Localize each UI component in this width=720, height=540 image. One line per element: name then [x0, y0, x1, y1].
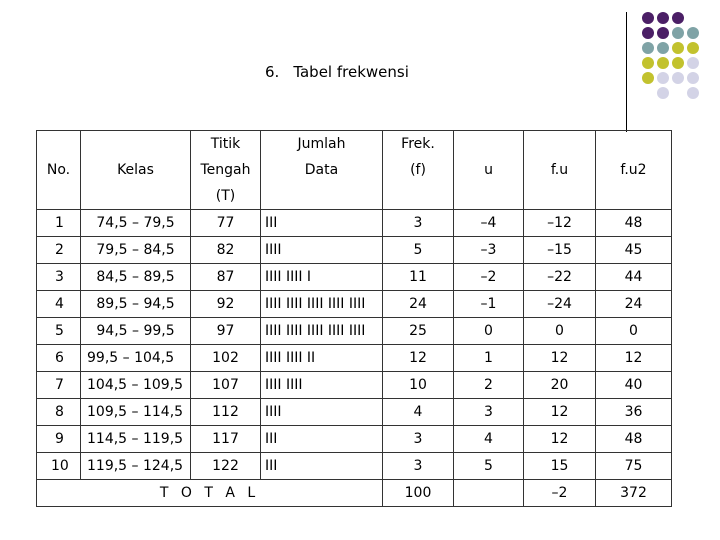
decorative-dot: [687, 42, 699, 54]
row-u: 0: [454, 318, 524, 345]
header-u: u: [454, 131, 524, 210]
row-jumlah-data: IIII IIII IIII IIII IIII: [261, 291, 383, 318]
total-label: T O T A L: [37, 480, 383, 507]
total-row: [37, 480, 672, 507]
table-row: [37, 318, 672, 345]
row-jumlah-data: IIII IIII II: [261, 345, 383, 372]
row-no: 3: [37, 264, 81, 291]
row-frekuensi: 12: [383, 345, 454, 372]
row-kelas: 114,5 – 119,5: [81, 426, 191, 453]
table-row: [37, 426, 672, 453]
decorative-dot: [657, 72, 669, 84]
row-fu: –24: [524, 291, 596, 318]
row-u: 3: [454, 399, 524, 426]
row-fu: –15: [524, 237, 596, 264]
row-jumlah-data: III: [261, 453, 383, 480]
row-titik-tengah: 77: [191, 210, 261, 237]
row-fu2: 40: [596, 372, 672, 399]
row-titik-tengah: 82: [191, 237, 261, 264]
decorative-dot: [687, 27, 699, 39]
row-no: 8: [37, 399, 81, 426]
title-number: 6.: [265, 63, 280, 81]
row-fu: 12: [524, 426, 596, 453]
row-u: 4: [454, 426, 524, 453]
row-frekuensi: 3: [383, 453, 454, 480]
total-u: [454, 480, 524, 507]
row-no: 4: [37, 291, 81, 318]
row-kelas: 119,5 – 124,5: [81, 453, 191, 480]
decorative-dot: [657, 57, 669, 69]
table-row: [37, 264, 672, 291]
row-jumlah-data: IIII: [261, 237, 383, 264]
decorative-dot: [642, 57, 654, 69]
row-titik-tengah: 102: [191, 345, 261, 372]
row-kelas: 94,5 – 99,5: [81, 318, 191, 345]
decorative-dot: [642, 42, 654, 54]
row-no: 2: [37, 237, 81, 264]
header-jumlah-data: Jumlah Data: [261, 131, 383, 210]
row-titik-tengah: 92: [191, 291, 261, 318]
row-fu2: 24: [596, 291, 672, 318]
row-frekuensi: 5: [383, 237, 454, 264]
row-fu: –22: [524, 264, 596, 291]
table-row: [37, 237, 672, 264]
table-row: [37, 372, 672, 399]
total-fu2: 372: [596, 480, 672, 507]
row-jumlah-data: IIII IIII IIII IIII IIII: [261, 318, 383, 345]
row-frekuensi: 3: [383, 426, 454, 453]
row-titik-tengah: 112: [191, 399, 261, 426]
row-fu2: 45: [596, 237, 672, 264]
row-no: 1: [37, 210, 81, 237]
row-kelas: 104,5 – 109,5: [81, 372, 191, 399]
row-fu2: 36: [596, 399, 672, 426]
table-row: [37, 291, 672, 318]
row-jumlah-data: IIII IIII: [261, 372, 383, 399]
row-no: 9: [37, 426, 81, 453]
page-title: [265, 63, 409, 81]
header-row: [37, 131, 672, 210]
decorative-dot: [672, 27, 684, 39]
row-frekuensi: 4: [383, 399, 454, 426]
row-fu2: 48: [596, 426, 672, 453]
header-frekuensi: Frek. (f): [383, 131, 454, 210]
table-row: [37, 453, 672, 480]
row-fu: 20: [524, 372, 596, 399]
row-fu2: 48: [596, 210, 672, 237]
total-frequency: 100: [383, 480, 454, 507]
row-titik-tengah: 117: [191, 426, 261, 453]
row-fu: –12: [524, 210, 596, 237]
table-row: [37, 345, 672, 372]
row-jumlah-data: IIII IIII I: [261, 264, 383, 291]
row-no: 5: [37, 318, 81, 345]
row-fu: 0: [524, 318, 596, 345]
decorative-dot: [657, 87, 669, 99]
row-fu2: 75: [596, 453, 672, 480]
header-kelas: Kelas: [81, 131, 191, 210]
decorative-vertical-line: [626, 12, 627, 132]
row-titik-tengah: 97: [191, 318, 261, 345]
decorative-dot: [672, 72, 684, 84]
decorative-dot: [672, 57, 684, 69]
decorative-dot: [657, 42, 669, 54]
row-kelas: 109,5 – 114,5: [81, 399, 191, 426]
row-fu: 12: [524, 345, 596, 372]
decorative-dot: [687, 57, 699, 69]
decorative-dot: [642, 12, 654, 24]
row-jumlah-data: III: [261, 426, 383, 453]
header-no: No.: [37, 131, 81, 210]
row-frekuensi: 24: [383, 291, 454, 318]
row-kelas: 89,5 – 94,5: [81, 291, 191, 318]
header-fu2: f.u2: [596, 131, 672, 210]
row-kelas: 79,5 – 84,5: [81, 237, 191, 264]
decorative-dot: [687, 87, 699, 99]
decorative-dot: [642, 27, 654, 39]
title-text: Tabel frekwensi: [293, 63, 409, 81]
row-u: –3: [454, 237, 524, 264]
row-fu2: 0: [596, 318, 672, 345]
row-u: 1: [454, 345, 524, 372]
row-kelas: 74,5 – 79,5: [81, 210, 191, 237]
row-no: 10: [37, 453, 81, 480]
row-u: –1: [454, 291, 524, 318]
decorative-dot: [672, 12, 684, 24]
frequency-table: [36, 130, 672, 507]
table-row: [37, 210, 672, 237]
row-no: 6: [37, 345, 81, 372]
row-u: –2: [454, 264, 524, 291]
row-fu: 12: [524, 399, 596, 426]
decorative-dot: [642, 72, 654, 84]
decorative-dot: [657, 27, 669, 39]
row-u: –4: [454, 210, 524, 237]
table-row: [37, 399, 672, 426]
header-fu: f.u: [524, 131, 596, 210]
row-fu2: 44: [596, 264, 672, 291]
row-fu2: 12: [596, 345, 672, 372]
row-jumlah-data: III: [261, 210, 383, 237]
row-fu: 15: [524, 453, 596, 480]
row-frekuensi: 10: [383, 372, 454, 399]
row-jumlah-data: IIII: [261, 399, 383, 426]
row-frekuensi: 25: [383, 318, 454, 345]
total-fu: –2: [524, 480, 596, 507]
decorative-dot: [657, 12, 669, 24]
row-titik-tengah: 87: [191, 264, 261, 291]
row-kelas: 99,5 – 104,5: [81, 345, 191, 372]
decorative-dot: [672, 42, 684, 54]
decorative-dot: [687, 72, 699, 84]
header-titik-tengah: Titik Tengah (T): [191, 131, 261, 210]
row-frekuensi: 3: [383, 210, 454, 237]
row-frekuensi: 11: [383, 264, 454, 291]
row-titik-tengah: 107: [191, 372, 261, 399]
row-titik-tengah: 122: [191, 453, 261, 480]
row-u: 2: [454, 372, 524, 399]
row-u: 5: [454, 453, 524, 480]
row-no: 7: [37, 372, 81, 399]
row-kelas: 84,5 – 89,5: [81, 264, 191, 291]
